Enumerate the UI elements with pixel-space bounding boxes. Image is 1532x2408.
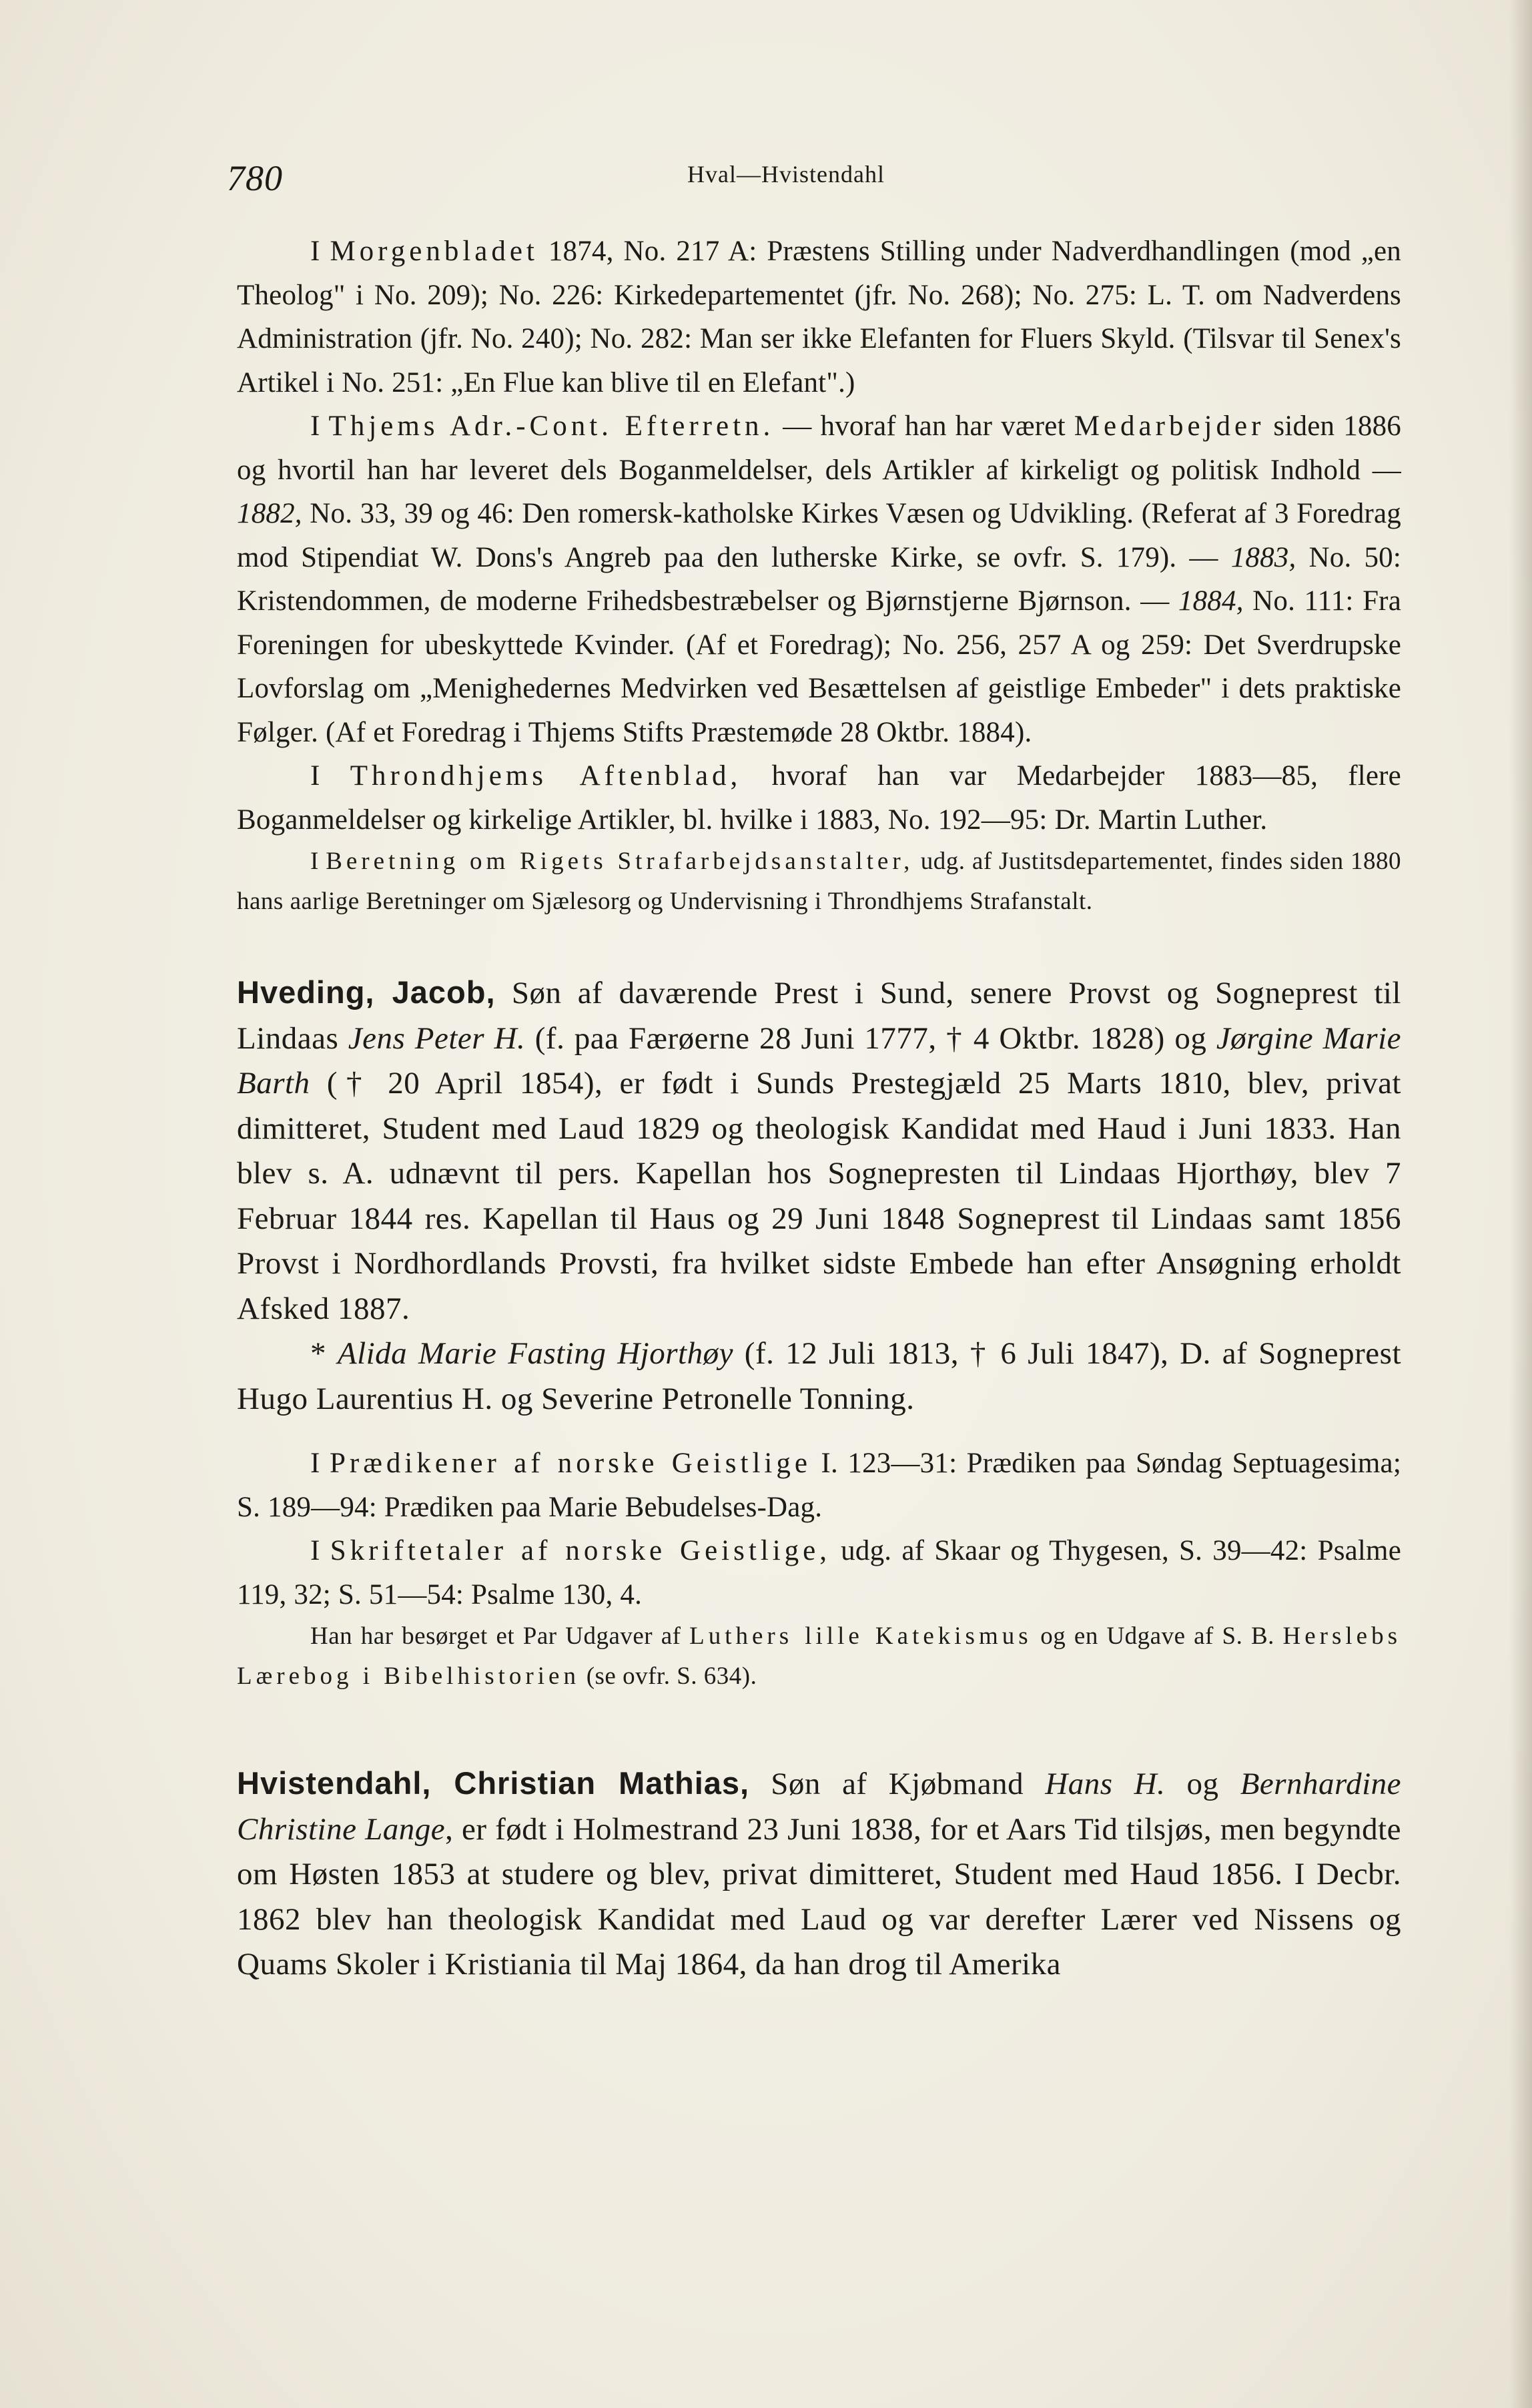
entry-spouse: Alida Marie Fasting Hjorthøy — [337, 1336, 733, 1371]
note-text: Han har besørget et Par Udgaver af — [310, 1622, 690, 1650]
note-text: udg. af Justitsdepartementet, findes siden 1880 hans aarlige Beretninger om Sjælesorg og Undervisning i Throndhjems Strafanstalt. — [237, 848, 1401, 915]
pub-intro: I — [310, 236, 330, 267]
pub-intro: I — [310, 1535, 330, 1566]
pub-text: hvoraf han var Medarbejder 1883—85, flere Boganmeldelser og kirkelige Artikler, bl. hvilke i 1883, No. 192—95: Dr. Martin Luther. — [237, 760, 1401, 836]
entry-father: Hans H. — [1045, 1767, 1166, 1801]
note-title: Luthers lille Katekismus — [689, 1622, 1032, 1650]
note-text: og en Udgave af S. B. — [1032, 1622, 1283, 1650]
entry-text: Søn af daværende Prest i Sund, senere Provst og Sogneprest til Lindaas — [237, 976, 1401, 1056]
page-number: 780 — [227, 158, 283, 198]
entry-text: , er født i Holmestrand 23 Juni 1838, for et Aars Tid tilsjøs, men begyndte om Høsten 1853 at studere og blev, privat dimitteret, Student med Haud 1856. I Decbr. 1862 blev han theologisk Kandidat med Laud og var derefter Lærer ved Nissens og Quams Skoler i Kristiania til Maj 1864, da han drog til Amerika — [237, 1811, 1402, 1982]
publication-praedikener — [237, 1442, 1401, 1529]
entry-hveding-spouse — [237, 1331, 1401, 1422]
spacer — [237, 1697, 1401, 1761]
entry-hvistendahl — [237, 1761, 1401, 1988]
entry-text: († 20 April 1854), er født i Sunds Prestegjæld 25 Marts 1810, blev, privat dimitteret, Student med Laud 1829 og theologisk Kandidat med Haud i Juni 1833. Han blev s. A. udnævnt til pers. Kapellan hos Sognepresten til Lindaas Hjorthøy, blev 7 Februar 1844 res. Kapellan til Haus og 29 Juni 1848 Sogneprest til Lindaas samt 1856 Provst i Nordhordlands Provsti, fra hvilket sidste Embede han efter Ansøgning erholdt Afsked 1887. — [237, 1066, 1401, 1326]
note-udgaver — [237, 1616, 1401, 1697]
pub-year: 1884, — [1178, 585, 1244, 617]
running-head: Hval—Hvistendahl — [687, 161, 885, 188]
entry-text: Søn af Kjøbmand — [749, 1767, 1046, 1801]
pub-year: 1883, — [1230, 541, 1296, 573]
note-title: Beretning om Rigets Strafarbejdsanstalter, — [326, 848, 914, 875]
pub-text: No. 111: Fra Foreningen for ubeskyttede Kvinder. (Af et Foredrag); No. 256, 257 A og 259: Det Sverdrupske Lovforslag om „Menighedernes Medvirken ved Besættelsen af geistlige Embeder" i dets praktiske Følger. (Af et Foredrag i Thjems Stifts Præstemøde 28 Oktbr. 1884). — [237, 585, 1401, 748]
note-intro: I — [310, 848, 326, 875]
note-title: Herslebs Lærebog i Bibelhistorien — [237, 1622, 1401, 1690]
pub-text: No. 33, 39 og 46: Den romersk-katholske Kirkes Væsen og Udvikling. (Referat af 3 Foredrag mod Stipendiat W. Dons's Angreb paa den lutherske Kirke, se ovfr. S. 179). — — [237, 498, 1401, 573]
entry-hveding — [237, 970, 1401, 1331]
entry-text: (f. paa Færøerne 28 Juni 1777, † 4 Oktbr. 1828) og — [525, 1020, 1216, 1056]
pub-title: Skriftetaler af norske Geistlige, — [330, 1535, 831, 1566]
spacer — [237, 922, 1401, 970]
pub-text: I. 123—31: Prædiken paa Søndag Septuagesima; S. 189—94: Prædiken paa Marie Bebudelses-Dag. — [237, 1448, 1401, 1523]
pub-text: udg. af Skaar og Thygesen, S. 39—42: Psalme 119, 32; S. 51—54: Psalme 130, 4. — [237, 1535, 1401, 1610]
publication-skriftetaler — [237, 1529, 1401, 1616]
entry-name: Hveding, Jacob, — [237, 974, 496, 1010]
pub-text: No. 50: Kristendommen, de moderne Frihedsbestræbelser og Bjørnstjerne Bjørnson. — — [237, 541, 1401, 617]
publication-thjems-adr — [237, 404, 1401, 754]
pub-title: Thjems Adr.-Cont. Efterretn. — [328, 410, 775, 442]
spacer — [237, 1422, 1401, 1442]
pub-intro: I — [310, 1448, 330, 1479]
note-strafarbejdsanstalter — [237, 842, 1401, 922]
pub-text: 1874, No. 217 A: Præstens Stilling under Nadverdhandlingen (mod „en Theolog" i No. 209); No. 226: Kirkedepartementet (jfr. No. 268); No. 275: L. T. om Nadverdens Administration (jfr. No. 240); No. 282: Man ser ikke Elefanten for Fluers Skyld. (Tilsvar til Senex's Artikel i No. 251: „En Flue kan blive til en Elefant".) — [237, 236, 1401, 398]
publication-throndhjems-aftenblad — [237, 754, 1401, 842]
pub-title: Morgenbladet — [330, 236, 538, 267]
pub-title: Throndhjems Aftenblad, — [350, 760, 742, 792]
entry-text: og — [1165, 1767, 1240, 1801]
pub-text: siden 1886 og hvortil han har leveret dels Boganmeldelser, dels Artikler af kirkeligt og politisk Indhold — — [237, 410, 1402, 486]
entry-mother: Jørgine Marie Barth — [237, 1020, 1401, 1101]
entry-father: Jens Peter H. — [348, 1020, 526, 1056]
page-body — [237, 230, 1401, 1988]
entry-mother: Bernhardine Christine Lange — [237, 1767, 1402, 1847]
pub-text: — hvoraf han har været — [774, 410, 1074, 442]
pub-year: 1882, — [237, 498, 302, 529]
pub-role: Medarbejder — [1074, 410, 1265, 442]
entry-name: Hvistendahl, Christian Mathias, — [237, 1765, 750, 1801]
spouse-mark: * — [310, 1336, 338, 1371]
publication-morgenbladet — [237, 230, 1401, 404]
entry-text: (f. 12 Juli 1813, † 6 Juli 1847), D. af Sogneprest Hugo Laurentius H. og Severine Petronelle Tonning. — [237, 1336, 1402, 1416]
pub-intro: I — [310, 760, 350, 792]
note-text: (se ovfr. S. 634). — [579, 1663, 757, 1690]
pub-intro: I — [310, 410, 329, 442]
pub-title: Prædikener af norske Geistlige — [330, 1448, 811, 1479]
